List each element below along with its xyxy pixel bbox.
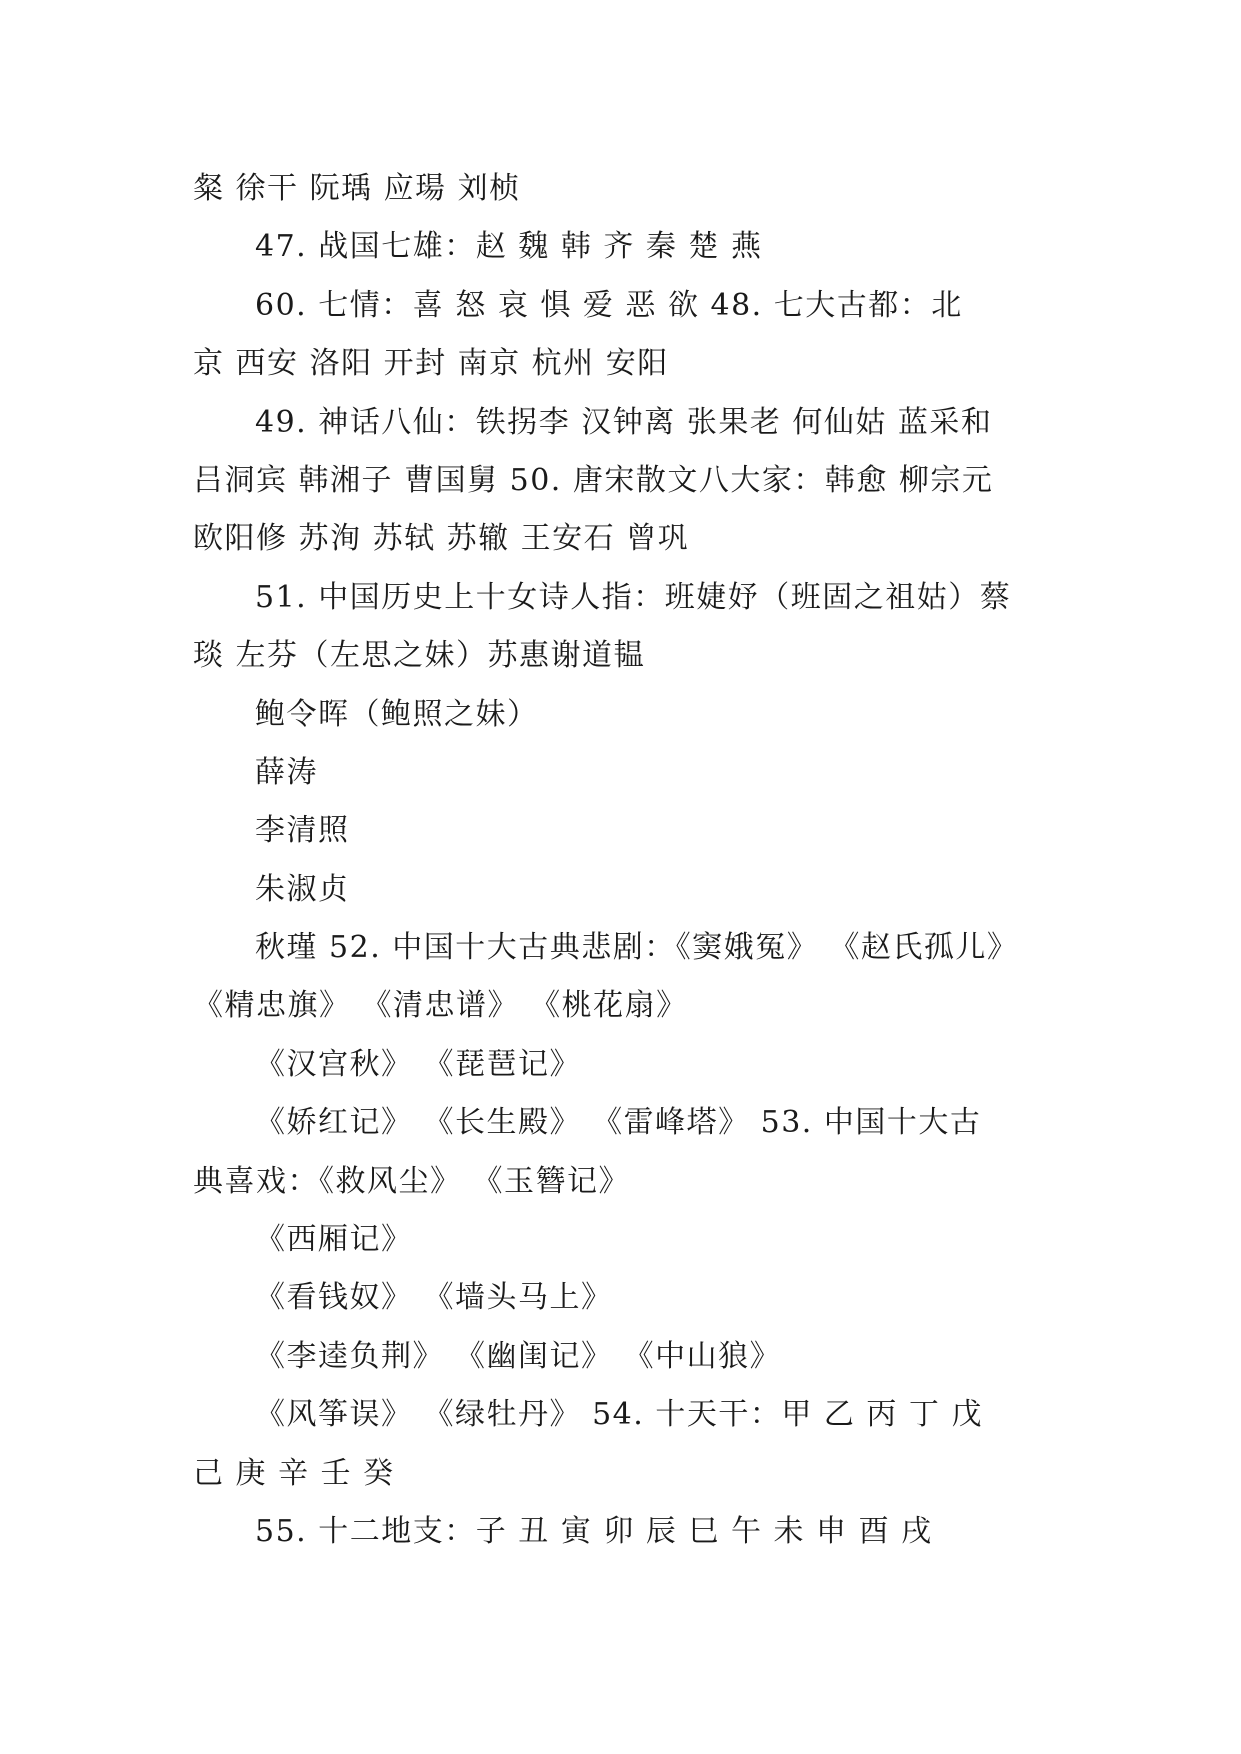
text-line-19: 《西厢记》: [255, 1222, 413, 1258]
text-line-3: 60. 七情：喜 怒 哀 惧 爱 恶 欲 48. 七大古都：北: [255, 287, 963, 323]
text-line-14: 秋瑾 52. 中国十大古典悲剧：《窦娥冤》 《赵氏孤儿》: [255, 930, 1019, 966]
text-line-20: 《看钱奴》 《墙头马上》: [255, 1280, 613, 1316]
text-line-17: 《娇红记》 《长生殿》 《雷峰塔》 53. 中国十大古: [255, 1105, 982, 1141]
text-line-6: 吕洞宾 韩湘子 曹国舅 50. 唐宋散文八大家：韩愈 柳宗元: [193, 462, 994, 498]
text-line-22: 《风筝误》 《绿牡丹》 54. 十天干：甲 乙 丙 丁 戊: [255, 1397, 983, 1433]
text-line-1: 粲 徐干 阮瑀 应瑒 刘桢: [193, 171, 521, 206]
text-line-5: 49. 神话八仙：铁拐李 汉钟离 张果老 何仙姑 蓝采和: [255, 404, 993, 440]
text-line-13: 朱淑贞: [255, 871, 350, 907]
text-line-21: 《李逵负荆》 《幽闺记》 《中山狼》: [255, 1338, 782, 1374]
text-line-16: 《汉宫秋》 《琵琶记》: [255, 1046, 582, 1082]
text-line-4: 京 西安 洛阳 开封 南京 杭州 安阳: [193, 346, 669, 382]
text-line-12: 李清照: [255, 813, 350, 849]
document-body: [193, 160, 1063, 1561]
text-line-15: 《精忠旗》 《清忠谱》 《桃花扇》: [193, 988, 688, 1024]
text-line-8: 51. 中国历史上十女诗人指：班婕妤（班固之祖姑）蔡: [255, 579, 1012, 615]
text-line-24: 55. 十二地支：子 丑 寅 卯 辰 巳 午 未 申 酉 戌: [255, 1513, 933, 1549]
text-line-9: 琰 左芬（左思之妹）苏惠谢道韫: [193, 638, 646, 674]
text-line-10: 鲍令晖（鲍照之妹）: [255, 696, 539, 732]
text-line-18: 典喜戏：《救风尘》 《玉簪记》: [193, 1163, 631, 1199]
text-line-11: 薛涛: [255, 754, 318, 790]
text-line-23: 己 庚 辛 壬 癸: [193, 1455, 395, 1491]
text-line-7: 欧阳修 苏洵 苏轼 苏辙 王安石 曾巩: [193, 521, 690, 557]
text-line-2: 47. 战国七雄：赵 魏 韩 齐 秦 楚 燕: [255, 229, 763, 265]
